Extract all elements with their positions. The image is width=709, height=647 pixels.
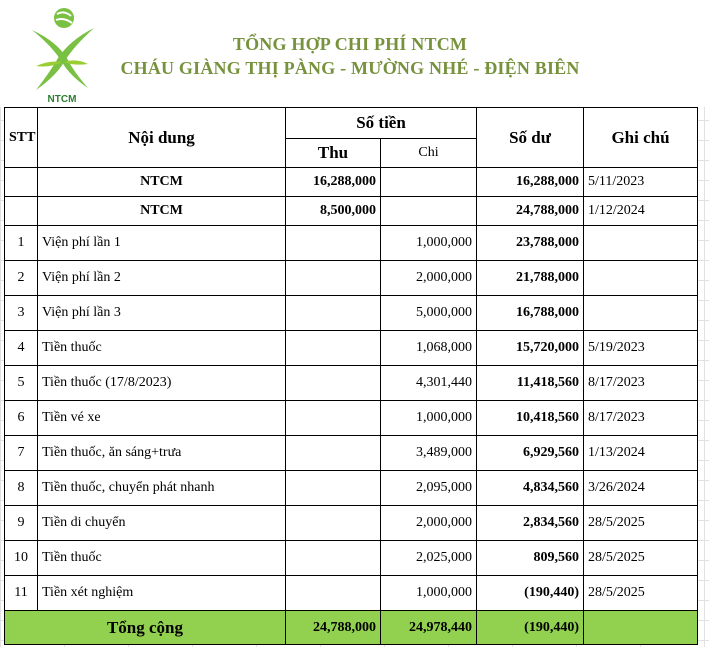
cell-content[interactable]: Tiền di chuyển <box>38 506 286 541</box>
cell-income[interactable]: 8,500,000 <box>286 197 381 226</box>
report-header <box>0 0 709 107</box>
header-income[interactable]: Thu <box>286 139 381 168</box>
cell-note[interactable]: 5/19/2023 <box>584 331 698 366</box>
table-row <box>5 436 698 471</box>
cell-note[interactable] <box>584 226 698 261</box>
table-row <box>5 197 698 226</box>
table-row <box>5 366 698 401</box>
cell-expense[interactable]: 1,000,000 <box>381 226 477 261</box>
total-income[interactable]: 24,788,000 <box>286 611 381 645</box>
cell-balance[interactable]: 2,834,560 <box>477 506 584 541</box>
cell-balance[interactable]: 15,720,000 <box>477 331 584 366</box>
ntcm-logo <box>22 6 102 104</box>
cell-income[interactable]: 16,288,000 <box>286 168 381 197</box>
cell-income[interactable] <box>286 436 381 471</box>
total-note[interactable] <box>584 611 698 645</box>
cell-balance[interactable]: 4,834,560 <box>477 471 584 506</box>
cell-income[interactable] <box>286 576 381 611</box>
cell-balance[interactable]: 6,929,560 <box>477 436 584 471</box>
table-row <box>5 168 698 197</box>
cell-stt[interactable]: 7 <box>5 436 38 471</box>
cell-note[interactable]: 8/17/2023 <box>584 366 698 401</box>
cell-stt[interactable] <box>5 197 38 226</box>
report-title: TỔNG HỢP CHI PHÍ NTCM <box>232 34 468 54</box>
cell-balance[interactable]: 10,418,560 <box>477 401 584 436</box>
cell-content[interactable]: Tiền thuốc, chuyển phát nhanh <box>38 471 286 506</box>
table-row <box>5 576 698 611</box>
cell-expense[interactable]: 1,068,000 <box>381 331 477 366</box>
header-balance[interactable]: Số dư <box>477 108 584 168</box>
cell-note[interactable]: 8/17/2023 <box>584 401 698 436</box>
cell-income[interactable] <box>286 331 381 366</box>
cell-note[interactable]: 1/12/2024 <box>584 197 698 226</box>
cell-balance[interactable]: 16,288,000 <box>477 168 584 197</box>
table-row <box>5 506 698 541</box>
cell-expense[interactable]: 3,489,000 <box>381 436 477 471</box>
cell-stt[interactable]: 4 <box>5 331 38 366</box>
cell-balance[interactable]: 809,560 <box>477 541 584 576</box>
cell-content[interactable]: NTCM <box>38 168 286 197</box>
expense-table <box>4 107 698 645</box>
table-row <box>5 541 698 576</box>
cell-content[interactable]: Tiền vé xe <box>38 401 286 436</box>
cell-balance[interactable]: 24,788,000 <box>477 197 584 226</box>
header-expense[interactable]: Chi <box>381 139 477 168</box>
cell-note[interactable]: 28/5/2025 <box>584 576 698 611</box>
cell-stt[interactable]: 8 <box>5 471 38 506</box>
cell-stt[interactable]: 10 <box>5 541 38 576</box>
cell-income[interactable] <box>286 261 381 296</box>
cell-stt[interactable]: 6 <box>5 401 38 436</box>
cell-content[interactable]: Tiền thuốc <box>38 541 286 576</box>
table-row <box>5 331 698 366</box>
cell-income[interactable] <box>286 541 381 576</box>
table-row <box>5 261 698 296</box>
cell-stt[interactable]: 3 <box>5 296 38 331</box>
cell-note[interactable]: 28/5/2025 <box>584 506 698 541</box>
table-row <box>5 296 698 331</box>
cell-balance[interactable]: 21,788,000 <box>477 261 584 296</box>
cell-expense[interactable]: 4,301,440 <box>381 366 477 401</box>
cell-expense[interactable]: 2,000,000 <box>381 506 477 541</box>
total-label[interactable]: Tổng cộng <box>5 611 286 645</box>
cell-stt[interactable]: 5 <box>5 366 38 401</box>
cell-stt[interactable]: 2 <box>5 261 38 296</box>
table-row <box>5 471 698 506</box>
cell-expense[interactable]: 1,000,000 <box>381 401 477 436</box>
cell-content[interactable]: Tiền thuốc <box>38 331 286 366</box>
cell-content[interactable]: Viện phí lần 3 <box>38 296 286 331</box>
cell-balance[interactable]: 11,418,560 <box>477 366 584 401</box>
header-stt[interactable]: STT <box>5 108 38 168</box>
cell-income[interactable] <box>286 506 381 541</box>
header-amount[interactable]: Số tiền <box>286 108 477 139</box>
cell-content[interactable]: NTCM <box>38 197 286 226</box>
total-expense[interactable]: 24,978,440 <box>381 611 477 645</box>
cell-income[interactable] <box>286 366 381 401</box>
cell-expense[interactable]: 1,000,000 <box>381 576 477 611</box>
cell-content[interactable]: Viện phí lần 2 <box>38 261 286 296</box>
cell-expense[interactable]: 2,000,000 <box>381 261 477 296</box>
header-content[interactable]: Nội dung <box>38 108 286 168</box>
cell-expense[interactable] <box>381 197 477 226</box>
cell-note[interactable]: 3/26/2024 <box>584 471 698 506</box>
cell-balance[interactable]: 16,788,000 <box>477 296 584 331</box>
cell-income[interactable] <box>286 401 381 436</box>
total-row <box>5 611 698 645</box>
cell-note[interactable] <box>584 296 698 331</box>
cell-stt[interactable]: 1 <box>5 226 38 261</box>
cell-balance[interactable]: (190,440) <box>477 576 584 611</box>
ntcm-logo-icon <box>22 6 102 104</box>
cell-note[interactable]: 5/11/2023 <box>584 168 698 197</box>
cell-content[interactable]: Tiền thuốc (17/8/2023) <box>38 366 286 401</box>
cell-expense[interactable]: 2,025,000 <box>381 541 477 576</box>
cell-stt[interactable]: 9 <box>5 506 38 541</box>
cell-note[interactable] <box>584 261 698 296</box>
cell-stt[interactable]: 11 <box>5 576 38 611</box>
cell-income[interactable] <box>286 226 381 261</box>
cell-expense[interactable]: 5,000,000 <box>381 296 477 331</box>
cell-stt[interactable] <box>5 168 38 197</box>
header-note[interactable]: Ghi chú <box>584 108 698 168</box>
cell-expense[interactable]: 2,095,000 <box>381 471 477 506</box>
cell-content[interactable]: Viện phí lần 1 <box>38 226 286 261</box>
cell-income[interactable] <box>286 296 381 331</box>
cell-expense[interactable] <box>381 168 477 197</box>
report-subtitle: CHÁU GIÀNG THỊ PÀNG - MƯỜNG NHÉ - ĐIỆN BIÊN <box>120 58 580 78</box>
cell-income[interactable] <box>286 471 381 506</box>
total-balance[interactable]: (190,440) <box>477 611 584 645</box>
svg-text:NTCM: NTCM <box>47 94 77 104</box>
cell-content[interactable]: Tiền xét nghiệm <box>38 576 286 611</box>
cell-note[interactable]: 1/13/2024 <box>584 436 698 471</box>
cell-note[interactable]: 28/5/2025 <box>584 541 698 576</box>
cell-balance[interactable]: 23,788,000 <box>477 226 584 261</box>
table-row <box>5 226 698 261</box>
table-row <box>5 401 698 436</box>
cell-content[interactable]: Tiền thuốc, ăn sáng+trưa <box>38 436 286 471</box>
